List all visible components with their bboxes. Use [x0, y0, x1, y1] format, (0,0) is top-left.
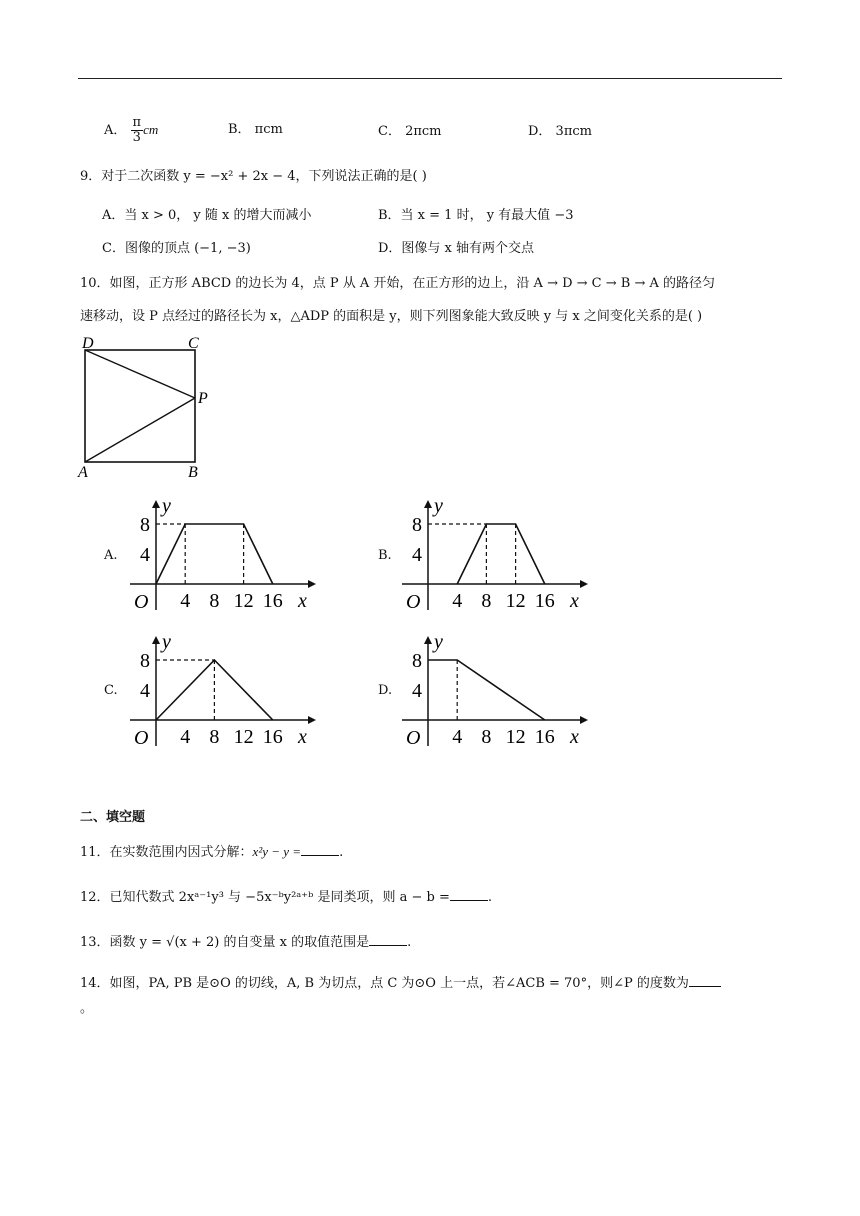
x-tick-label: 8 [481, 726, 492, 748]
y-axis-label: y [162, 495, 171, 517]
label-d: D [82, 335, 94, 352]
q10-stem-line2: 速移动，设 P 点经过的路径长为 x，△ADP 的面积是 y，则下列图象能大致反映 y 与 x 之间变化关系的是( ) [80, 309, 703, 324]
y-axis-arrow [152, 636, 160, 644]
q9-option-d: D．图像与 x 轴有两个交点 [378, 241, 535, 256]
label-a: A [78, 464, 88, 481]
x-tick-label: 4 [180, 726, 191, 748]
answer-blank[interactable] [369, 933, 407, 946]
segment-dp [85, 350, 195, 398]
q9-option-b: B．当 x = 1 时， y 有最大值 −3 [378, 208, 574, 223]
x-tick-label: 4 [452, 726, 463, 748]
y-tick-label: 4 [140, 680, 150, 702]
y-tick-label: 4 [412, 680, 422, 702]
q10-stem-line1: 10．如图，正方形 ABCD 的边长为 4，点 P 从 A 开始，在正方形的边上，沿 A → D → C → B → A 的路径匀 [80, 276, 716, 291]
label-b: B [188, 464, 198, 481]
y-axis-arrow [424, 636, 432, 644]
section-title: 二、填空题 [80, 810, 146, 825]
q8-option-b: B． πcm [228, 122, 283, 137]
y-tick-label: 4 [140, 544, 150, 566]
x-tick-label: 8 [481, 590, 492, 612]
x-axis-label: x [570, 726, 579, 748]
q9-option-a: A．当 x > 0， y 随 x 的增大而减小 [102, 208, 312, 223]
graph-b [392, 494, 592, 618]
option-c-label: C. [104, 683, 118, 698]
y-tick-label: 8 [412, 514, 422, 536]
x-tick-label: 12 [505, 726, 526, 748]
pi-over-3-fraction: $\frac{\pi}{3}$ [132, 115, 142, 145]
y-tick-label: 8 [412, 650, 422, 672]
q9-stem: 9．对于二次函数 y = −x² + 2x − 4，下列说法正确的是( ) [80, 169, 427, 184]
x-axis-label: x [298, 726, 307, 748]
y-axis-label: y [434, 631, 443, 653]
x-tick-label: 16 [262, 726, 283, 748]
origin-label: O [406, 727, 421, 749]
header-rule [78, 78, 782, 79]
option-d-label: D. [378, 683, 393, 698]
label-c: C [188, 335, 199, 352]
graph-d [392, 630, 592, 754]
q13: 13．函数 y = √(x + 2) 的自变量 x 的取值范围是 . [80, 935, 412, 950]
x-tick-label: 16 [262, 590, 283, 612]
origin-label: O [406, 591, 421, 613]
x-tick-label: 4 [452, 590, 463, 612]
x-tick-label: 8 [209, 590, 220, 612]
option-a-label: A. [104, 548, 118, 563]
y-tick-label: 8 [140, 514, 150, 536]
x-axis-arrow [580, 716, 588, 724]
x-axis-arrow [308, 716, 316, 724]
y-axis-arrow [424, 500, 432, 508]
x-tick-label: 12 [233, 726, 254, 748]
q14-line1: 14．如图，PA, PB 是⊙O 的切线，A, B 为切点，点 C 为⊙O 上一点，若∠ACB = 70°，则∠P 的度数为 [80, 972, 721, 991]
segment-ap [85, 398, 195, 462]
x-tick-label: 16 [534, 726, 555, 748]
x-axis-label: x [298, 590, 307, 612]
x-axis-arrow [308, 580, 316, 588]
x-axis-label: x [570, 590, 579, 612]
q9-option-c: C．图像的顶点 (−1, −3) [102, 241, 251, 256]
y-axis-arrow [152, 500, 160, 508]
origin-label: O [134, 591, 149, 613]
answer-blank[interactable] [689, 974, 721, 987]
option-b-label: B. [378, 548, 392, 563]
x-tick-label: 12 [233, 590, 254, 612]
answer-blank[interactable] [301, 843, 339, 856]
x-tick-label: 8 [209, 726, 220, 748]
x-tick-label: 4 [180, 590, 191, 612]
function-graph-line [156, 524, 273, 584]
origin-label: O [134, 727, 149, 749]
y-axis-label: y [162, 631, 171, 653]
square-figure [74, 334, 224, 482]
function-graph-line [457, 524, 545, 584]
answer-blank[interactable] [450, 888, 488, 901]
graph-c [120, 630, 320, 754]
x-tick-label: 16 [534, 590, 555, 612]
q8-option-a: A． $\frac{\pi}{3}$ cm [104, 115, 159, 145]
y-tick-label: 4 [412, 544, 422, 566]
graph-a [120, 494, 320, 618]
label-p: P [198, 390, 208, 407]
x-axis-arrow [580, 580, 588, 588]
q8-option-d: D． 3πcm [528, 124, 592, 139]
y-axis-label: y [434, 495, 443, 517]
x-tick-label: 12 [505, 590, 526, 612]
square-abcd [85, 350, 195, 462]
q8-option-c: C． 2πcm [378, 124, 442, 139]
q12: 12．已知代数式 2xᵃ⁻¹y³ 与 −5x⁻ᵇy²ᵃ⁺ᵇ 是同类项，则 a − b = . [80, 890, 493, 905]
q11: 11．在实数范围内因式分解：x²y − y = . [80, 844, 344, 860]
q14-line2: 。 [80, 1001, 94, 1016]
y-tick-label: 8 [140, 650, 150, 672]
function-graph-line [428, 660, 545, 720]
